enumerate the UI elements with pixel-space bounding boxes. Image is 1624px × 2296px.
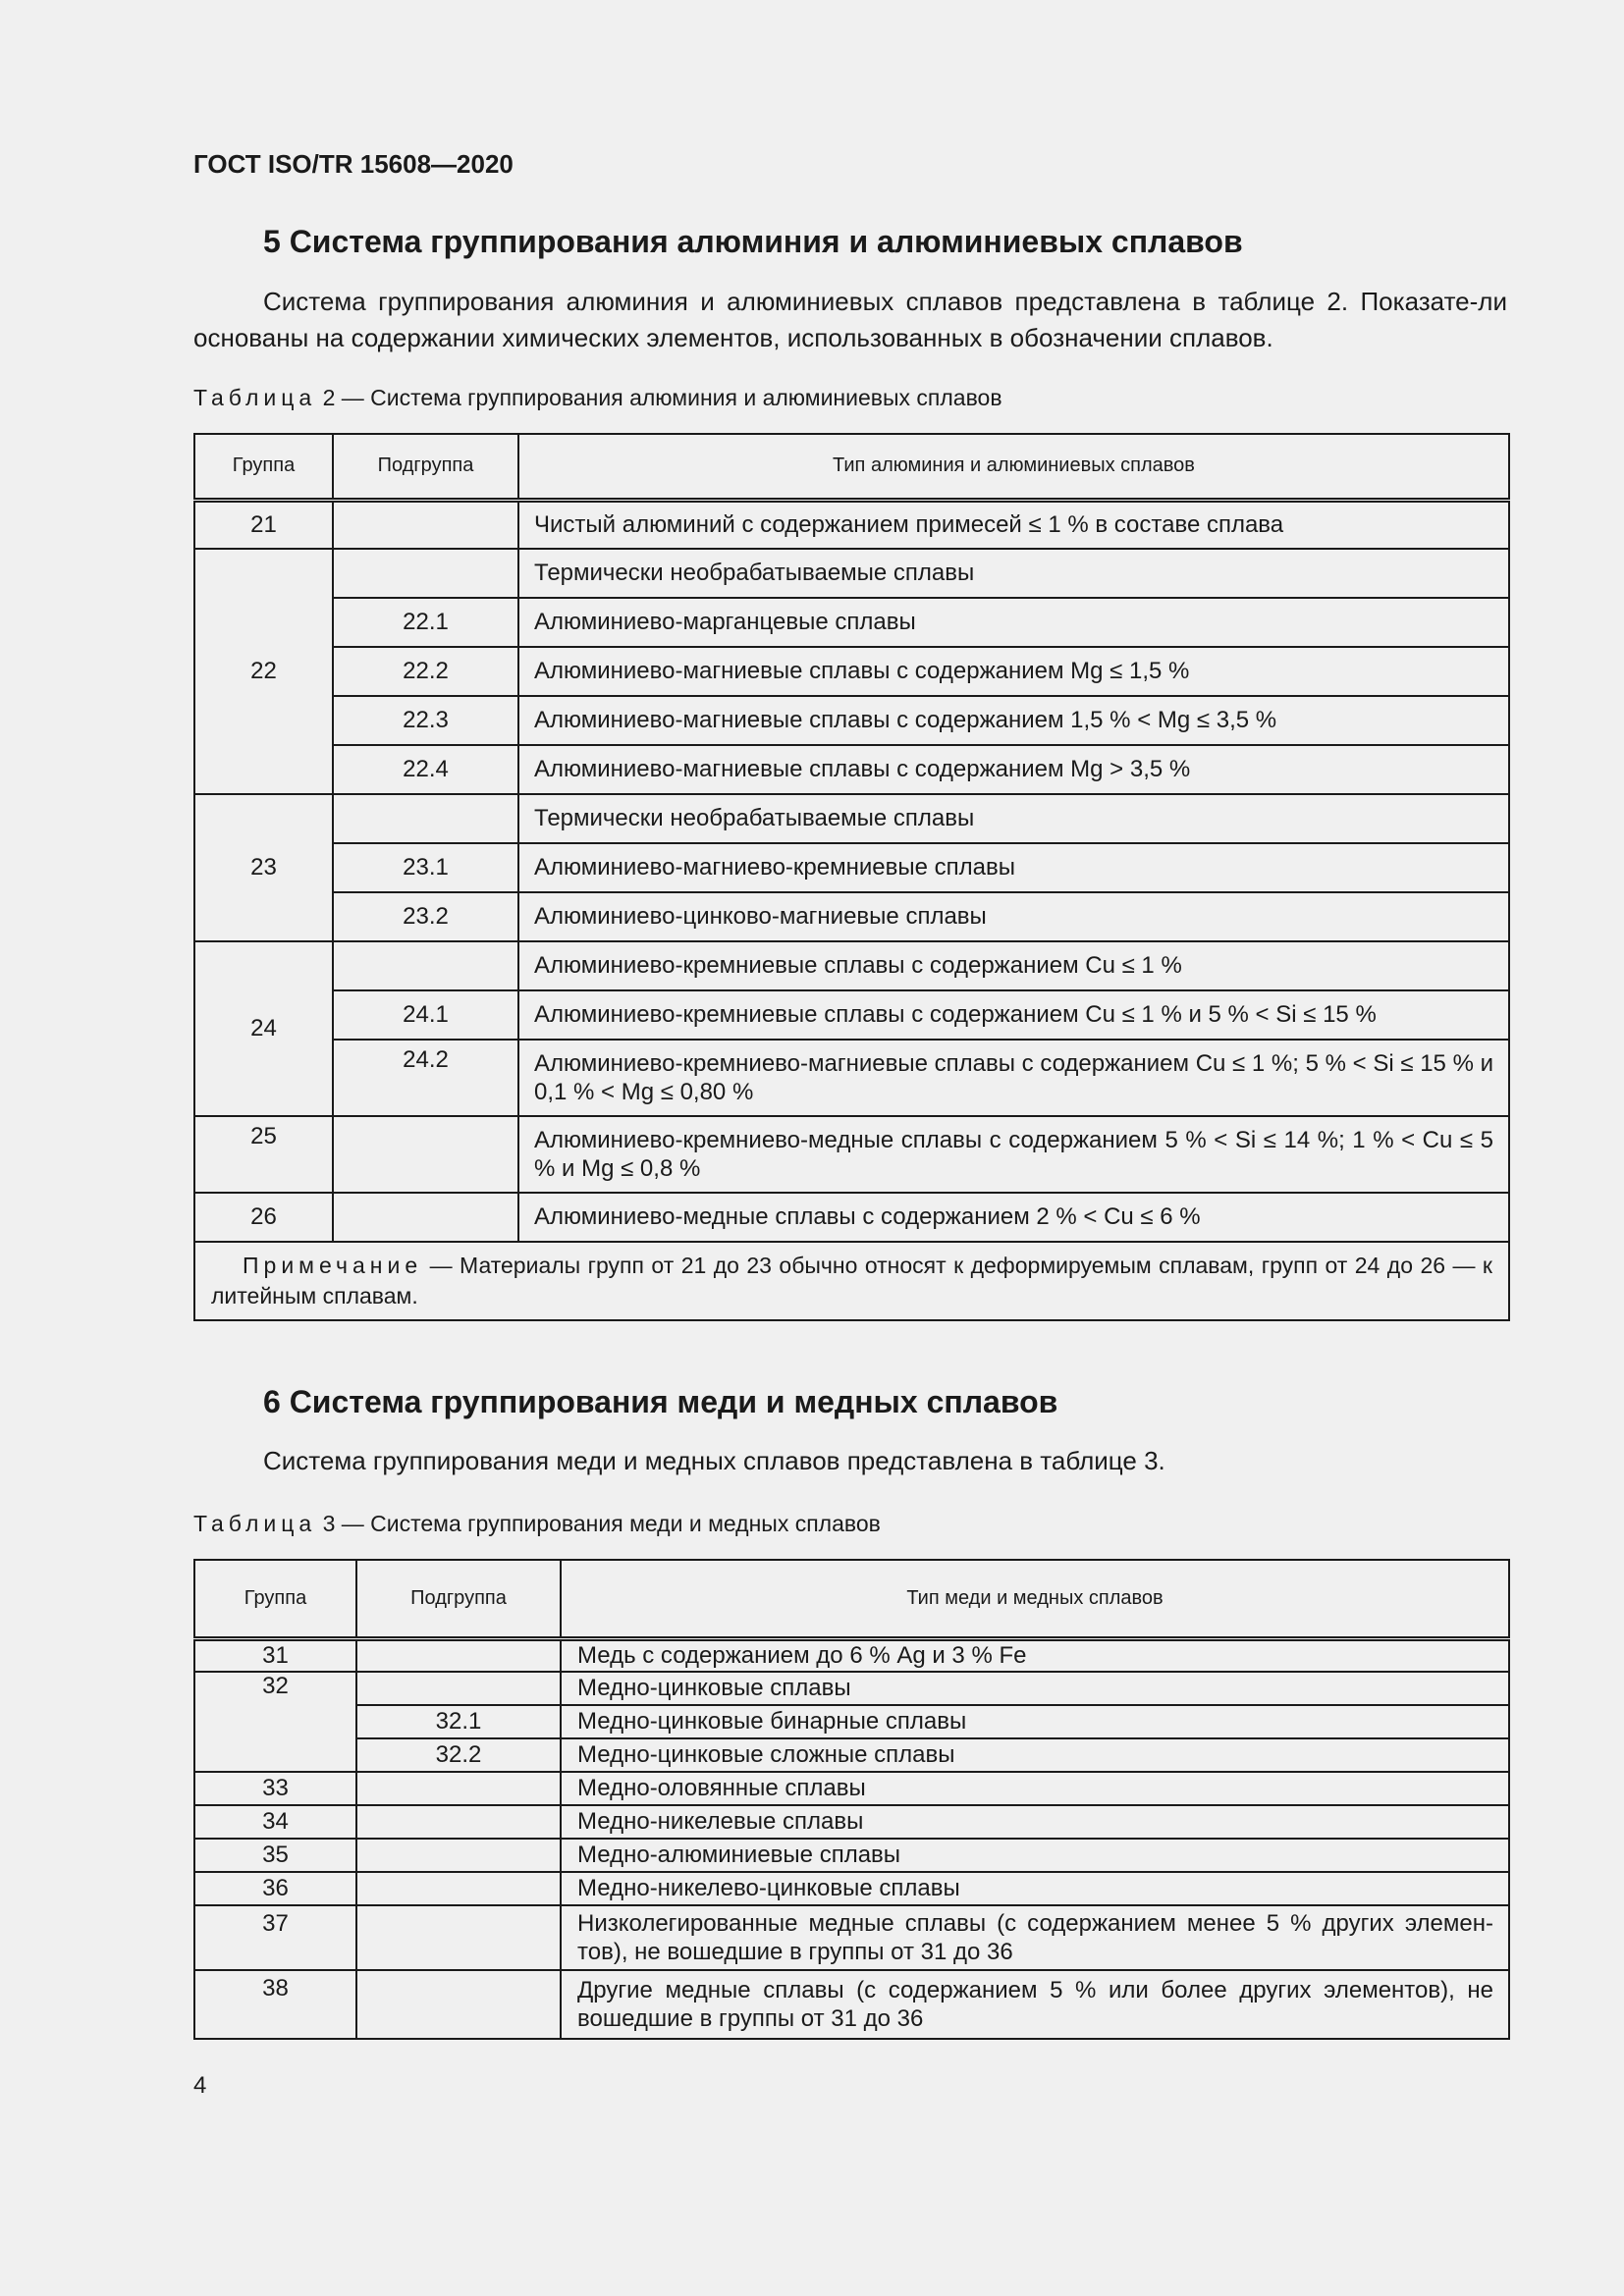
document-header: ГОСТ ISO/TR 15608—2020: [193, 149, 514, 179]
table-row: [194, 843, 1509, 892]
note-text: — Материалы групп от 21 до 23 обычно относят к деформируемым сплавам, групп от 24 до 26 — к литейным сплавам.: [211, 1253, 1492, 1308]
table-2-note: [194, 1242, 1509, 1320]
subgroup-cell: 23.1: [333, 843, 518, 892]
group-cell: 31: [194, 1638, 356, 1672]
type-cell: Медно-цинковые сложные сплавы: [561, 1738, 1509, 1772]
table-row: [194, 1738, 1509, 1772]
type-cell: Алюминиево-цинково-магниевые сплавы: [518, 892, 1509, 941]
note-label: Примечание: [243, 1253, 423, 1278]
table-row: [194, 500, 1509, 549]
table-row: [194, 892, 1509, 941]
table-row: [194, 1638, 1509, 1672]
type-cell: Медно-никелевые сплавы: [561, 1805, 1509, 1839]
table-row: [194, 1805, 1509, 1839]
table-row: [194, 1970, 1509, 2039]
table-3-header-row: [194, 1560, 1509, 1638]
group-cell: 22: [194, 549, 333, 794]
section-6-paragraph: Система группирования меди и медных сплавов представлена в таблице 3.: [263, 1446, 1165, 1475]
type-cell: Низколегированные медные сплавы (с содержанием менее 5 % других элемен-тов), не вошедшие в группы от 31 до 36: [561, 1905, 1509, 1970]
table-2-note-row: [194, 1242, 1509, 1320]
subgroup-cell: [333, 941, 518, 990]
group-cell: 24: [194, 941, 333, 1116]
subgroup-cell: [356, 1905, 561, 1970]
table-2-caption: [193, 385, 1002, 411]
table-3-caption-text: 3 — Система группирования меди и медных сплавов: [316, 1511, 881, 1536]
section-6-title: 6 Система группирования меди и медных сплавов: [263, 1384, 1058, 1419]
subgroup-cell: [333, 1193, 518, 1242]
subgroup-cell: [356, 1805, 561, 1839]
type-cell: Алюминиево-кремниево-медные сплавы с содержанием 5 % < Si ≤ 14 %; 1 % < Cu ≤ 5 % и Mg ≤ 0,8 %: [518, 1116, 1509, 1193]
type-cell: Алюминиево-магниевые сплавы с содержанием Mg > 3,5 %: [518, 745, 1509, 794]
table-row: [194, 1905, 1509, 1970]
subgroup-cell: [356, 1872, 561, 1905]
subgroup-cell: [356, 1970, 561, 2039]
group-cell: 36: [194, 1872, 356, 1905]
subgroup-cell: 22.4: [333, 745, 518, 794]
type-cell: Алюминиево-магниевые сплавы с содержанием Mg ≤ 1,5 %: [518, 647, 1509, 696]
subgroup-cell: 22.2: [333, 647, 518, 696]
type-cell: Термически необрабатываемые сплавы: [518, 794, 1509, 843]
subgroup-cell: [333, 794, 518, 843]
table-2-header-type: Тип алюминия и алюминиевых сплавов: [518, 434, 1509, 500]
subgroup-cell: 24.2: [333, 1040, 518, 1116]
type-cell: Алюминиево-кремниево-магниевые сплавы с содержанием Cu ≤ 1 %; 5 % < Si ≤ 15 % и 0,1 % < Mg ≤ 0,80 %: [518, 1040, 1509, 1116]
subgroup-cell: 23.2: [333, 892, 518, 941]
type-cell: Медно-цинковые сплавы: [561, 1672, 1509, 1705]
group-cell: 25: [194, 1116, 333, 1193]
type-cell: Алюминиево-марганцевые сплавы: [518, 598, 1509, 647]
table-row: [194, 1839, 1509, 1872]
section-5-paragraph: Система группирования алюминия и алюминиевых сплавов представлена в таблице 2. Показате-ли основаны на содержании химических элементов, использованных в обозначении сплавов.: [193, 287, 1507, 352]
type-cell: Алюминиево-кремниевые сплавы с содержанием Cu ≤ 1 % и 5 % < Si ≤ 15 %: [518, 990, 1509, 1040]
subgroup-cell: [333, 1116, 518, 1193]
table-3: [193, 1559, 1510, 2040]
group-cell: 37: [194, 1905, 356, 1970]
table-row: [194, 598, 1509, 647]
group-cell: 33: [194, 1772, 356, 1805]
table-2-header-group: Группа: [194, 434, 333, 500]
group-cell: 38: [194, 1970, 356, 2039]
type-cell: Медно-оловянные сплавы: [561, 1772, 1509, 1805]
table-row: [194, 647, 1509, 696]
table-2: [193, 433, 1510, 1321]
table-row: [194, 549, 1509, 598]
type-cell: Термически необрабатываемые сплавы: [518, 549, 1509, 598]
table-row: [194, 794, 1509, 843]
subgroup-cell: [356, 1772, 561, 1805]
subgroup-cell: 24.1: [333, 990, 518, 1040]
table-row: [194, 1040, 1509, 1116]
table-3-header-subgroup: Подгруппа: [356, 1560, 561, 1638]
table-3-caption-label: Таблица: [193, 1511, 317, 1536]
subgroup-cell: 22.1: [333, 598, 518, 647]
group-cell: 26: [194, 1193, 333, 1242]
type-cell: Медно-никелево-цинковые сплавы: [561, 1872, 1509, 1905]
table-row: [194, 1872, 1509, 1905]
subgroup-cell: [333, 549, 518, 598]
table-2-header-row: [194, 434, 1509, 500]
type-cell: Медь с содержанием до 6 % Ag и 3 % Fe: [561, 1638, 1509, 1672]
group-cell: 35: [194, 1839, 356, 1872]
type-cell: Алюминиево-медные сплавы с содержанием 2 % < Cu ≤ 6 %: [518, 1193, 1509, 1242]
table-2-header-subgroup: Подгруппа: [333, 434, 518, 500]
table-2-caption-label: Таблица: [193, 385, 317, 410]
group-cell: 23: [194, 794, 333, 941]
table-row: [194, 1705, 1509, 1738]
group-cell: 21: [194, 500, 333, 549]
subgroup-cell: [356, 1672, 561, 1705]
table-row: [194, 941, 1509, 990]
type-cell: Медно-цинковые бинарные сплавы: [561, 1705, 1509, 1738]
type-cell: Алюминиево-магниевые сплавы с содержанием 1,5 % < Mg ≤ 3,5 %: [518, 696, 1509, 745]
table-row: [194, 745, 1509, 794]
type-cell: Чистый алюминий с содержанием примесей ≤ 1 % в составе сплава: [518, 500, 1509, 549]
table-3-header-type: Тип меди и медных сплавов: [561, 1560, 1509, 1638]
table-row: [194, 696, 1509, 745]
table-row: [194, 1193, 1509, 1242]
table-row: [194, 1672, 1509, 1705]
page-number: 4: [193, 2072, 207, 2099]
subgroup-cell: 22.3: [333, 696, 518, 745]
subgroup-cell: [356, 1638, 561, 1672]
type-cell: Медно-алюминиевые сплавы: [561, 1839, 1509, 1872]
table-3-caption: [193, 1511, 881, 1537]
group-cell: 34: [194, 1805, 356, 1839]
section-5-title: 5 Система группирования алюминия и алюминиевых сплавов: [263, 224, 1243, 259]
subgroup-cell: [333, 500, 518, 549]
table-2-caption-text: 2 — Система группирования алюминия и алюминиевых сплавов: [316, 385, 1002, 410]
table-row: [194, 990, 1509, 1040]
table-row: [194, 1772, 1509, 1805]
table-3-header-group: Группа: [194, 1560, 356, 1638]
subgroup-cell: [356, 1839, 561, 1872]
type-cell: Алюминиево-магниево-кремниевые сплавы: [518, 843, 1509, 892]
table-row: [194, 1116, 1509, 1193]
type-cell: Другие медные сплавы (с содержанием 5 % или более других элементов), не вошедшие в группы от 31 до 36: [561, 1970, 1509, 2039]
type-cell: Алюминиево-кремниевые сплавы с содержанием Cu ≤ 1 %: [518, 941, 1509, 990]
group-cell: 32: [194, 1672, 356, 1772]
subgroup-cell: 32.2: [356, 1738, 561, 1772]
subgroup-cell: 32.1: [356, 1705, 561, 1738]
